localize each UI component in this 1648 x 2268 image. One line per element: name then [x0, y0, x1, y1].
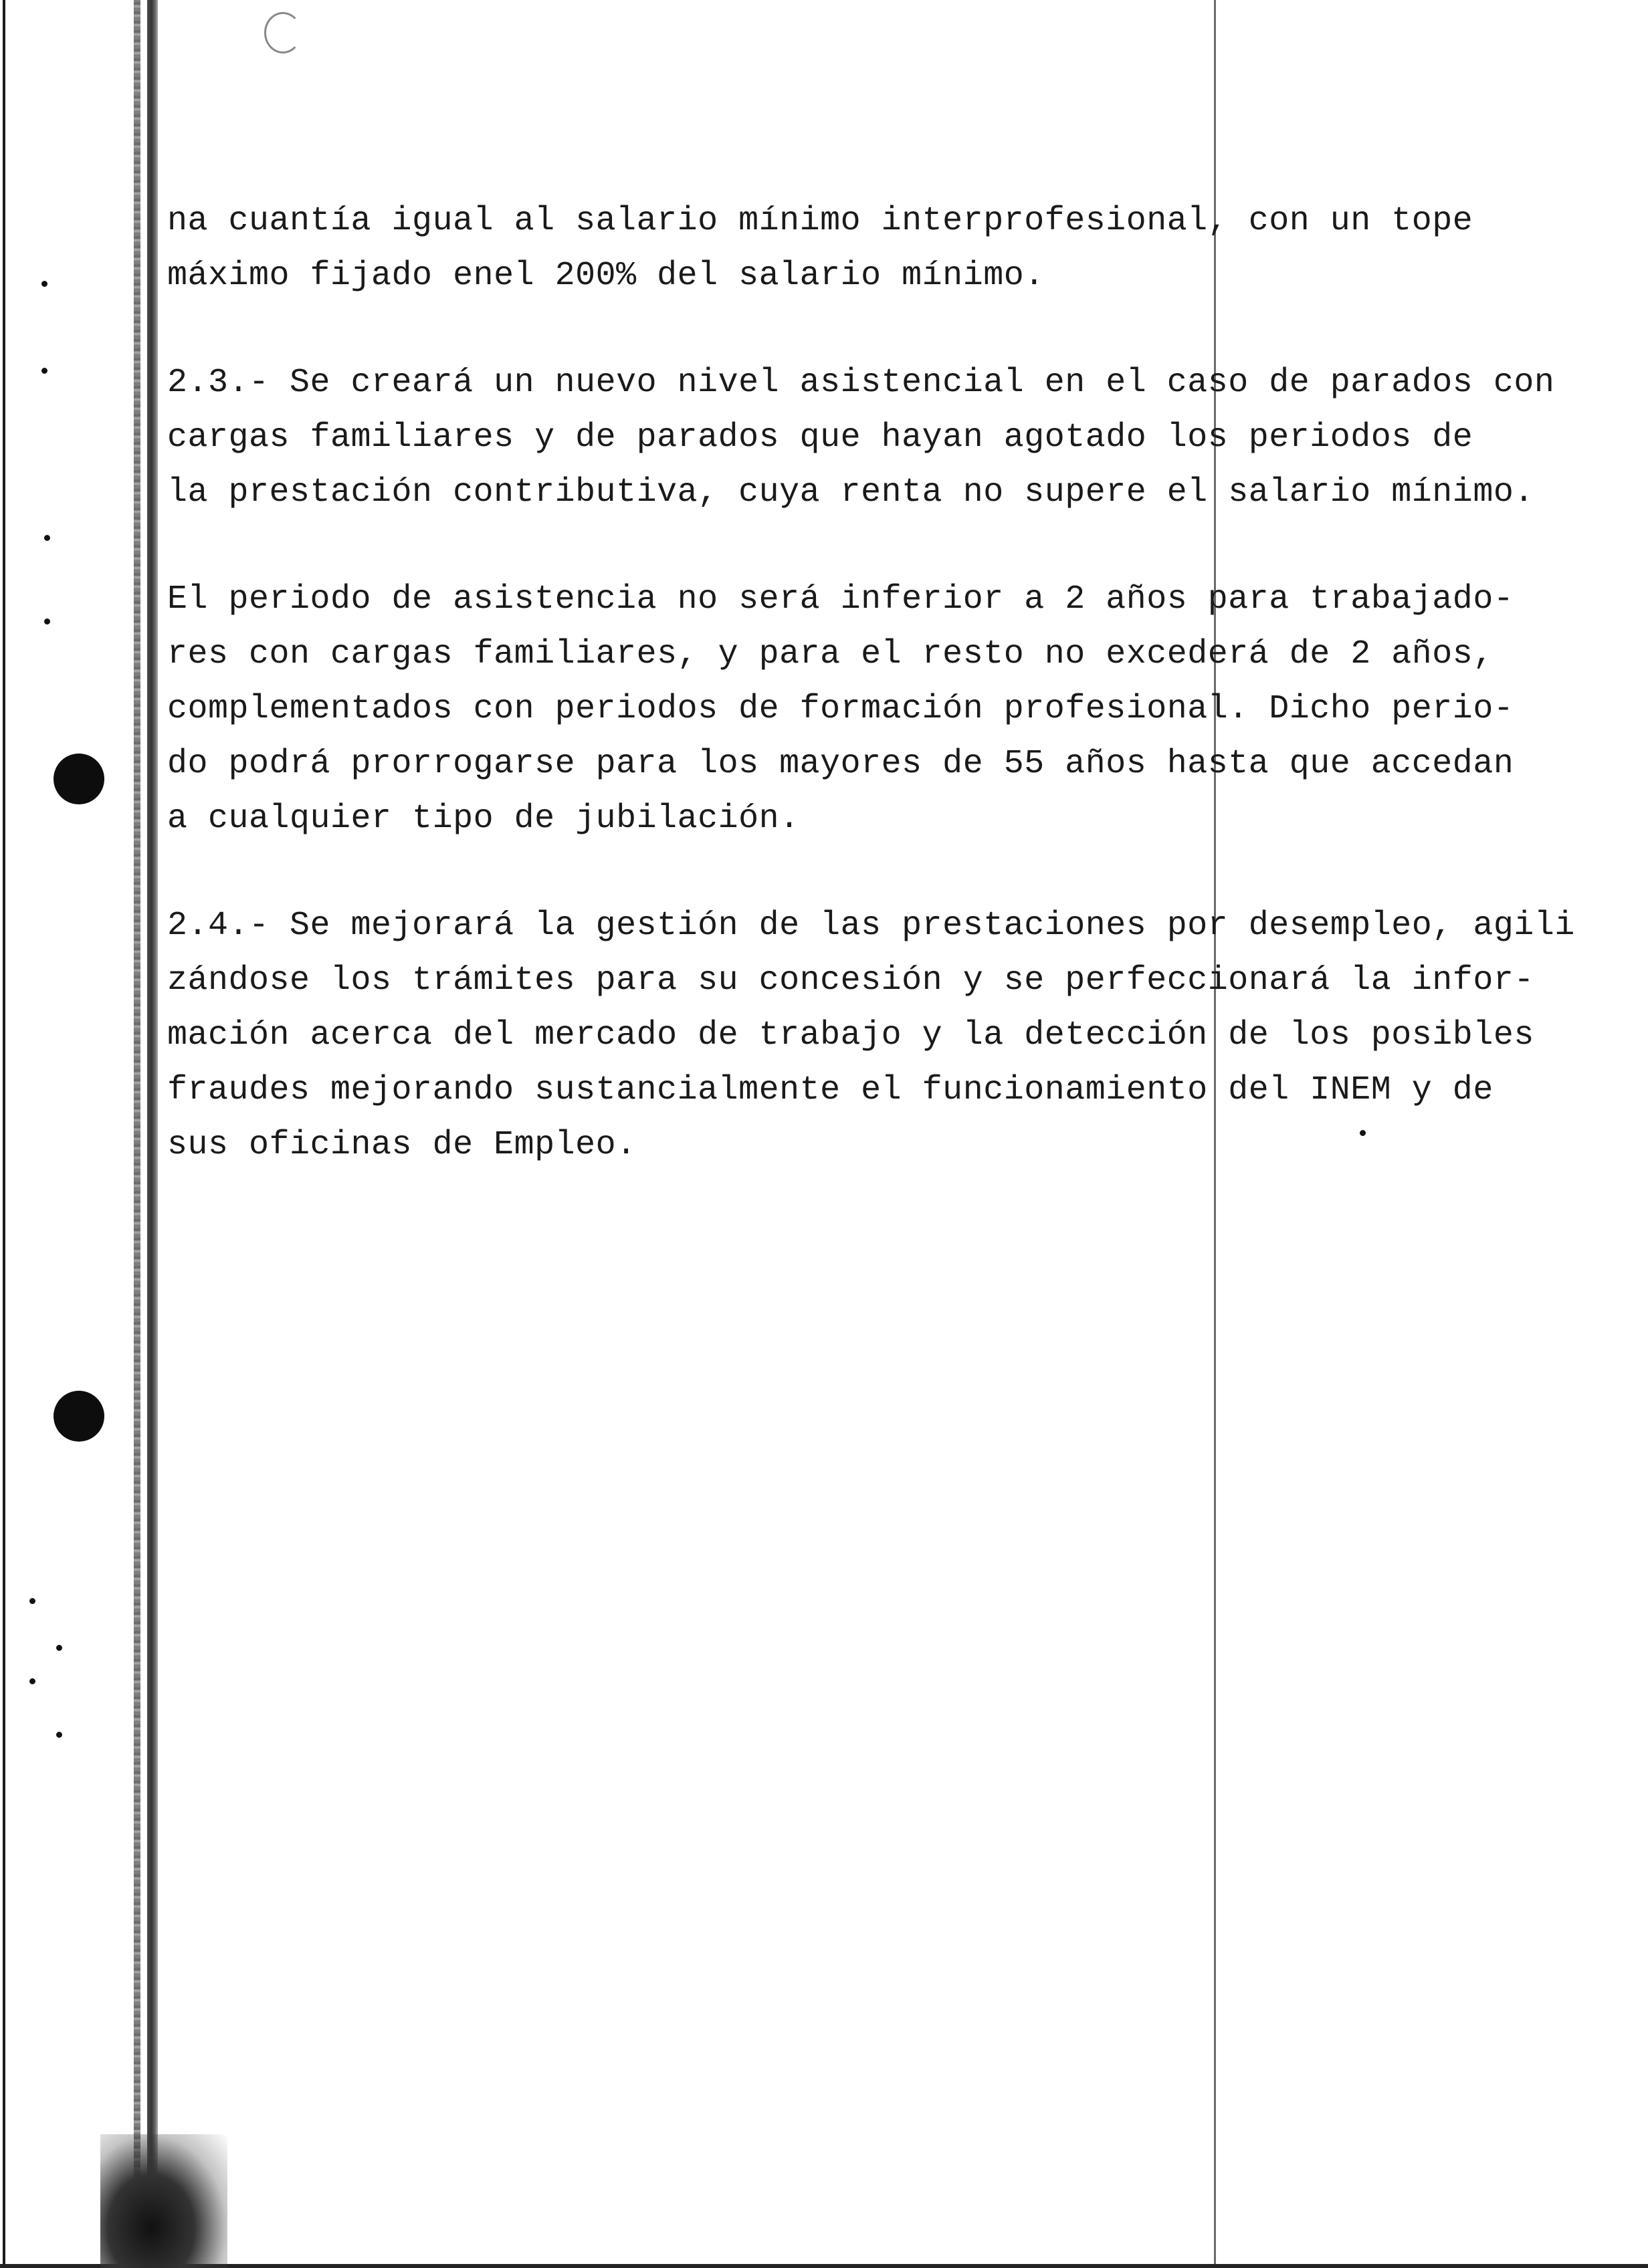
paragraph-2-3	[167, 356, 1558, 520]
corner-mark	[264, 12, 302, 53]
text-line: na cuantía igual al salario mínimo interprofesional, con un tope	[167, 202, 1473, 240]
text-line: a cualquier tipo de jubilación.	[167, 800, 800, 838]
toner-smudge	[100, 2134, 227, 2268]
speck	[41, 281, 47, 287]
text-line: zándose los trámites para su concesión y se perfeccionará la infor-	[167, 961, 1534, 1000]
speck	[41, 368, 47, 374]
speck	[44, 618, 50, 625]
speck	[29, 1598, 35, 1604]
speck	[29, 1678, 35, 1684]
speck	[44, 535, 50, 541]
text-line: cargas familiares y de parados que hayan agotado los periodos de	[167, 419, 1473, 457]
text-line: sus oficinas de Empleo.	[167, 1126, 637, 1164]
text-line: res con cargas familiares, y para el resto no excederá de 2 años,	[167, 635, 1493, 673]
text-line: El periodo de asistencia no será inferior a 2 años para trabajado-	[167, 580, 1514, 618]
bottom-edge-line	[0, 2264, 1648, 2268]
text-line: máximo fijado enel 200% del salario mínimo.	[167, 257, 1045, 295]
paragraph-asistencia	[167, 572, 1558, 846]
body-text	[167, 194, 1575, 1225]
text-line: mación acerca del mercado de trabajo y la detección de los posibles	[167, 1016, 1534, 1054]
punch-hole-upper	[54, 754, 104, 804]
speck	[56, 1732, 62, 1738]
speck	[56, 1645, 62, 1651]
text-line: complementados con periodos de formación profesional. Dicho perio-	[167, 690, 1514, 728]
left-edge-line	[3, 0, 5, 2268]
paragraph-2-4	[167, 899, 1575, 1173]
text-line: la prestación contributiva, cuya renta no supere el salario mínimo.	[167, 473, 1534, 512]
paragraph-continuation	[167, 194, 1558, 304]
text-line: do podrá prorrogarse para los mayores de 55 años hasta que accedan	[167, 745, 1514, 783]
text-line: 2.4.- Se mejorará la gestión de las prestaciones por desempleo, agili	[167, 907, 1575, 945]
binding-edge	[147, 0, 158, 2268]
binding-shadow	[134, 0, 140, 2268]
text-line: 2.3.- Se creará un nuevo nivel asistencial en el caso de parados con	[167, 364, 1555, 402]
text-line: fraudes mejorando sustancialmente el funcionamiento del INEM y de	[167, 1071, 1493, 1109]
punch-hole-lower	[54, 1391, 104, 1442]
